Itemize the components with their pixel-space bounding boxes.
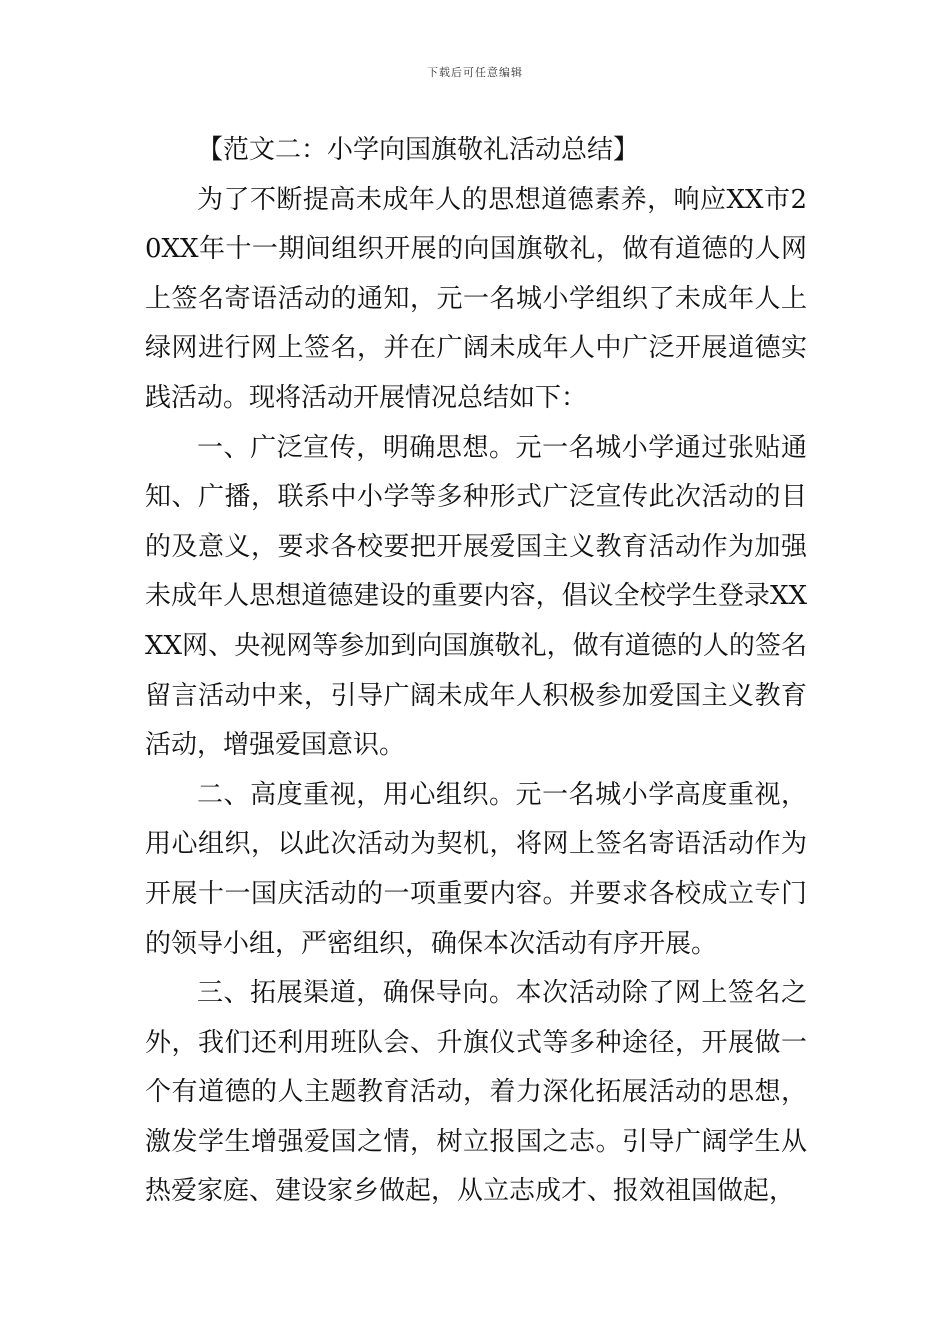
paragraph-section-1: 一、广泛宣传，明确思想。元一名城小学通过张贴通知、广播，联系中小学等多种形式广泛宣传此次活动的目的及意义，要求各校要把开展爱国主义教育活动作为加强未成年人思想道德建设的重要内容，倡议全校学生登录XXXX网、央视网等参加到向国旗敬礼，做有道德的人的签名留言活动中来，引导广阔未成年人积极参加爱国主义教育活动，增强爱国意识。: [145, 432, 807, 761]
paragraph-section-2: 二、高度重视，用心组织。元一名城小学高度重视，用心组织，以此次活动为契机，将网上签名寄语活动作为开展十一国庆活动的一项重要内容。并要求各校成立专门的领导小组，严密组织，确保本次活动有序开展。: [145, 779, 807, 959]
header-note: 下载后可任意编辑: [427, 66, 523, 79]
paragraph-section-3: 三、拓展渠道，确保导向。本次活动除了网上签名之外，我们还利用班队会、升旗仪式等多种途径，开展做一个有道德的人主题教育活动，着力深化拓展活动的思想，激发学生增强爱国之情，树立报国之志。引导广阔学生从热爱家庭、建设家乡做起，从立志成才、报效祖国做起，: [145, 978, 807, 1207]
paragraph-intro: 为了不断提高未成年人的思想道德素养，响应XX市20XX年十一期间组织开展的向国旗敬礼，做有道德的人网上签名寄语活动的通知，元一名城小学组织了未成年人上绿网进行网上签名，并在广阔未成年人中广泛开展道德实践活动。现将活动开展情况总结如下：: [145, 184, 807, 413]
document-body: [145, 126, 807, 1217]
document-title: 【范文二：小学向国旗敬礼活动总结】: [197, 135, 640, 165]
